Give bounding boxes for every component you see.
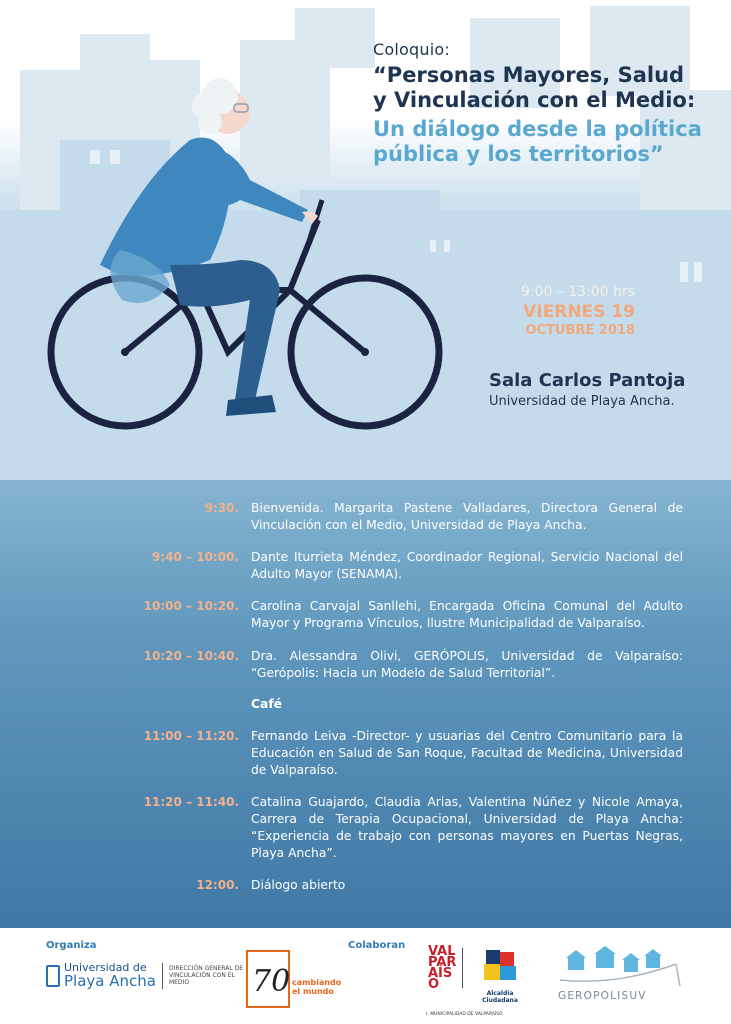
venue-name: Sala Carlos Pantoja — [489, 370, 686, 391]
event-datetime — [521, 284, 635, 338]
valparaiso-logo — [424, 946, 524, 1018]
upla-wordmark — [64, 962, 156, 989]
valparaiso-wordmark: VALPARAÍSO — [428, 944, 457, 992]
program-item-desc: Diálogo abierto — [251, 878, 346, 892]
program-item-desc: Dra. Alessandra Olivi, GERÓPOLIS, Universidad de Valparaíso: “Gerópolis: Hacia un Modelo de Salud Territorial”. — [251, 649, 683, 680]
event-title-line-1: “Personas Mayores, Salud — [373, 63, 685, 87]
program-item-desc: Carolina Carvajal Sanllehi, Encargada Oficina Comunal del Adulto Mayor y Programa Vínculos, Ilustre Municipalidad de Valparaíso. — [251, 599, 683, 630]
event-subtitle-line-2: pública y los territorios” — [373, 142, 664, 166]
program-item-desc: Catalina Guajardo, Claudia Arias, Valentina Núñez y Nicole Amaya, Carrera de Terapia Ocupacional, Universidad de Playa Ancha: “Experiencia de trabajo con personas mayores en Puertas Negras, Playa Ancha”. — [251, 795, 683, 860]
program-item-time: 9:40 – 10:00. — [152, 550, 239, 564]
alcaldia-ciudadana: Alcaldía Ciudadana — [482, 990, 518, 1004]
municipalidad-label: I. MUNICIPALIDAD DE VALPARAÍSO — [426, 1012, 503, 1017]
program-item-desc: Bienvenida. Margarita Pastene Valladares, Directora General de Vinculación con el Medio, Universidad de Playa Ancha. — [251, 501, 683, 532]
upla-direction: DIRECCIÓN GENERAL DE VINCULACIÓN CON EL MEDIO — [168, 965, 243, 986]
event-month: OCTUBRE 2018 — [525, 323, 635, 338]
upla-shield-icon — [46, 965, 60, 987]
geropolis-wordmark: GEROPOLISUV — [558, 990, 647, 1002]
program-item-time: 12:00. — [196, 878, 239, 892]
program-item-time: 10:00 – 10:20. — [143, 599, 239, 613]
event-venue — [489, 370, 685, 409]
upla-name-line-2: Playa Ancha — [64, 972, 156, 990]
event-kicker: Coloquio: — [373, 40, 450, 59]
venue-place: Universidad de Playa Ancha. — [489, 394, 675, 409]
anniversary-70-logo — [246, 950, 342, 1010]
anniversary-tagline: cambiando el mundo — [292, 978, 342, 996]
program-item-desc: Dante Iturrieta Méndez, Coordinador Regional, Servicio Nacional del Adulto Mayor (SENAMA). — [251, 550, 683, 581]
colaboran-label: Colaboran — [348, 940, 406, 951]
event-subtitle — [373, 117, 713, 167]
event-title-line-2: y Vinculación con el Medio: — [373, 88, 696, 112]
organiza-label: Organiza — [46, 940, 97, 951]
geropolis-logo — [556, 946, 686, 1006]
program-item-time: 11:20 – 11:40. — [143, 795, 239, 809]
program-item-time: 10:20 – 10:40. — [143, 649, 239, 663]
geropolis-houses-icon — [556, 946, 686, 990]
valparaiso-divider — [462, 948, 464, 988]
coffee-break: Café — [251, 697, 283, 711]
anniversary-number: 70 — [252, 964, 291, 999]
event-subtitle-line-1: Un diálogo desde la política — [373, 117, 702, 141]
event-day: VIERNES 19 — [523, 302, 635, 322]
event-header — [373, 40, 713, 167]
program-item-time: 9:30. — [204, 501, 239, 515]
program-item-desc: Fernando Leiva -Director- y usuarias del Centro Comunitario para la Educación en Salud de San Roque, Facultad de Medicina, Universidad de Valparaíso. — [251, 729, 683, 777]
event-time: 9:00 – 13:00 hrs — [520, 284, 635, 300]
upla-name-line-1: Universidad de — [64, 961, 147, 974]
valparaiso-logo-icon — [480, 948, 520, 988]
upla-logo — [46, 962, 249, 989]
program-item-time: 11:00 – 11:20. — [143, 729, 239, 743]
upla-divider — [162, 963, 163, 989]
event-title — [373, 63, 713, 113]
